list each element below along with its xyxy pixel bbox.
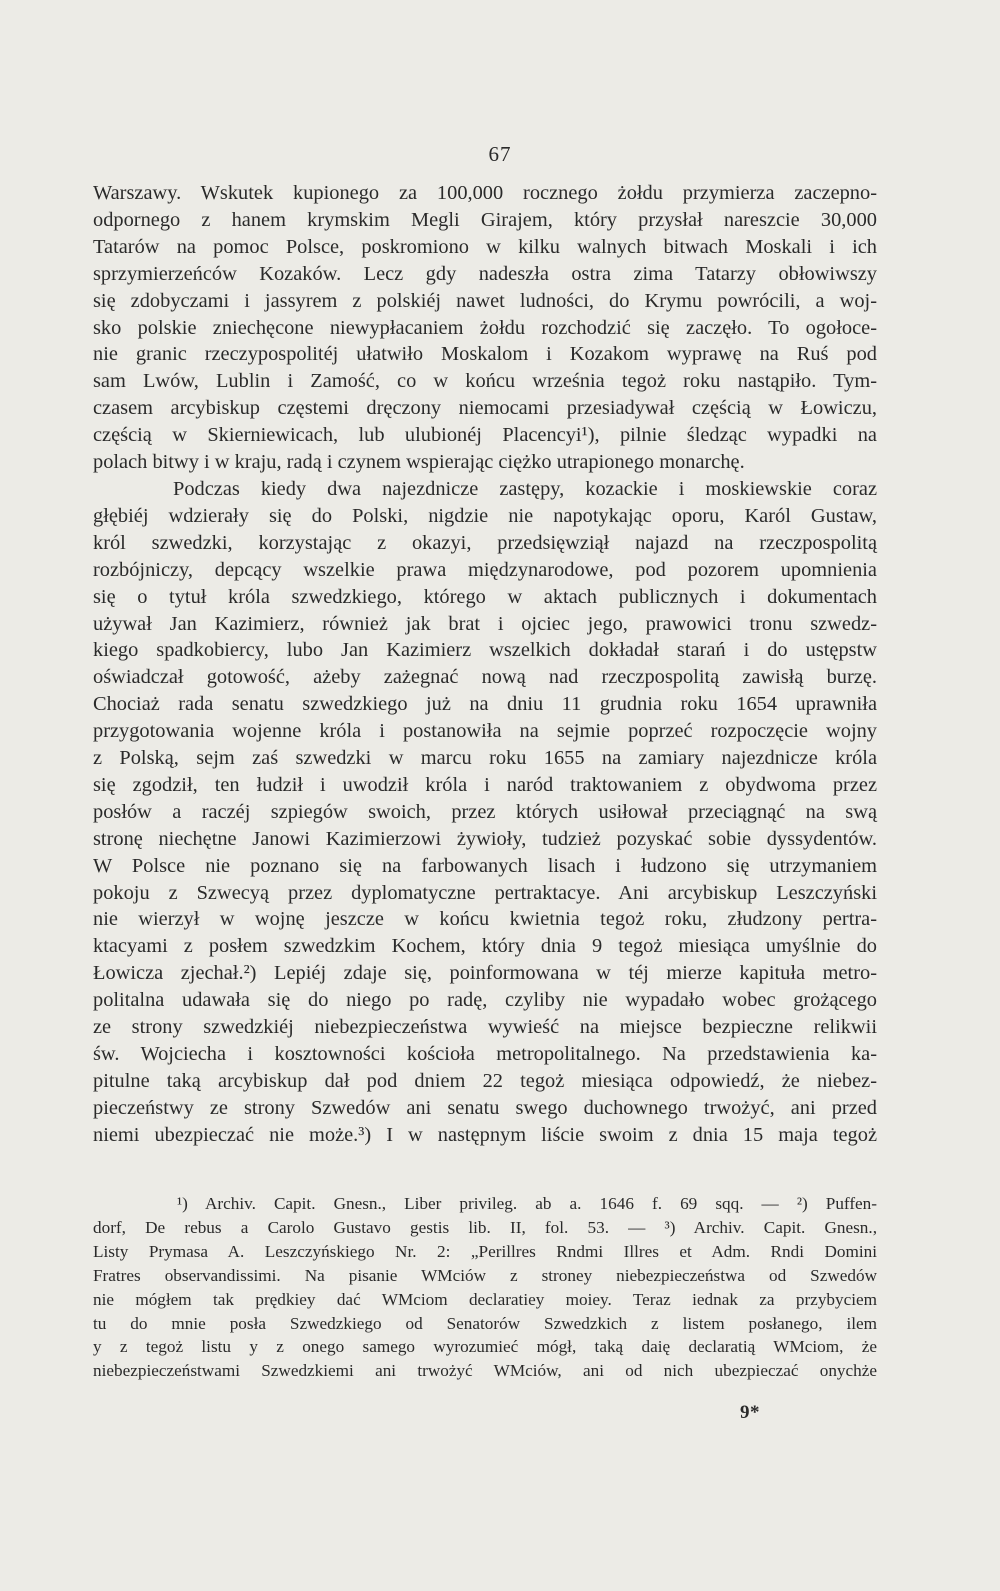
footnotes <box>93 1192 877 1383</box>
body-line: z Polską, sejm zaś szwedzki w marcu roku 1655 na zamiary najezdnicze króla <box>93 747 877 770</box>
body-line: polach bitwy i w kraju, radą i czynem wspierając ciężko utrapionego monarchę. <box>93 451 745 474</box>
footnote-line: Listy Prymasa A. Leszczyńskiego Nr. 2: „Perillres Rndmi Illres et Adm. Rndi Domini <box>93 1241 877 1261</box>
body-line: ktacyami z posłem szwedzkim Kochem, który dnia 9 tegoż miesiąca umyślnie do <box>93 935 877 958</box>
body-line: nie granic rzeczypospolitéj ułatwiło Moskalom i Kozakom wyprawę na Ruś pod <box>93 343 877 366</box>
body-line: W Polsce nie poznano się na farbowanych lisach i łudzono się utrzymaniem <box>93 854 877 877</box>
body-line: pokoju z Szwecyą przez dyplomatyczne pertraktacye. Ani arcybiskup Leszczyński <box>93 881 877 904</box>
body-line: ze strony szwedzkiéj niebezpieczeństwa wywieść na miejsce bezpieczne relikwii <box>93 1016 877 1039</box>
body-line: św. Wojciecha i kosztowności kościoła metropolitalnego. Na przedstawienia ka- <box>93 1043 877 1065</box>
body-line: Łowicza zjechał.²) Lepiéj zdaje się, poinformowana w téj mierze kapituła metro- <box>93 962 877 985</box>
body-line: sko polskie zniechęcone niewypłacaniem żołdu rozchodzić się zaczęło. To ogołoce- <box>93 316 877 339</box>
body-line: Tatarów na pomoc Polsce, poskromiono w kilku walnych bitwach Moskali i ich <box>93 235 877 258</box>
body-line: głębiéj wdzierały się do Polski, nigdzie nie napotykając oporu, Karól Gustaw, <box>93 504 877 527</box>
body-line: politalna udawała się do niego po radę, czyliby nie wypadało wobec grożącego <box>93 989 877 1012</box>
body-line: Chociaż rada senatu szwedzkiego już na dniu 11 grudnia roku 1654 uprawniła <box>93 693 877 716</box>
footnote-line: ¹) Archiv. Capit. Gnesn., Liber privileg. ab a. 1646 f. 69 sqq. — ²) Puffen- <box>177 1194 877 1213</box>
body-line: rozbójniczy, depcący wszelkie prawa międzynarodowe, pod pozorem upomnienia <box>93 558 877 581</box>
body-line: sprzymierzeńców Kozaków. Lecz gdy nadeszła ostra zima Tatarzy obłowiwszy <box>93 262 877 285</box>
body-line: niemi ubezpieczać nie może.³) I w następnym liście swoim z dnia 15 maja tegoż <box>93 1123 877 1146</box>
footnote-line: dorf, De rebus a Carolo Gustavo gestis lib. II, fol. 53. — ³) Archiv. Capit. Gnesn., <box>93 1217 877 1237</box>
body-line: Warszawy. Wskutek kupionego za 100,000 rocznego żołdu przymierza zaczepno- <box>93 182 877 204</box>
footnote-line: niebezpieczeństwami Szwedzkiemi ani trwożyć WMciów, ani od nich ubezpieczać onychże <box>93 1361 877 1381</box>
body-line: odpornego z hanem krymskim Megli Girajem, który przysłał nareszcie 30,000 <box>93 208 877 231</box>
body-line: posłów a raczéj szpiegów swoich, przez których usiłował przeciągnąć na swą <box>93 800 877 823</box>
body-line: się zgodził, ten łudził i uwodził króla i naród traktowaniem z obydwoma przez <box>93 773 877 796</box>
body-text <box>93 180 877 1149</box>
body-line: sam Lwów, Lublin i Zamość, co w końcu września tegoż roku nastąpiło. Tym- <box>93 370 877 393</box>
body-line: nie wierzył w wojnę jeszcze w końcu kwietnia tegoż roku, złudzony pertra- <box>93 908 877 931</box>
body-line: pieczeństwy ze strony Szwedów ani senatu swego duchownego trwożyć, ani przed <box>93 1096 877 1119</box>
body-line: kiego spadkobiercy, lubo Jan Kazimierz wszelkich dokładał starań i do ustępstw <box>93 639 877 662</box>
body-line: pitulne taką arcybiskup dał pod dniem 22 tegoż miesiąca odpowiedź, że niebez- <box>93 1069 877 1092</box>
body-line: stronę niechętne Janowi Kazimierzowi żywioły, tudzież pozyskać sobie dyssydentów. <box>93 827 877 850</box>
footnote-line: Fratres observandissimi. Na pisanie WMciów z stroney niebezpieczeństwa od Szwedów <box>93 1265 877 1285</box>
body-line: Podczas kiedy dwa najezdnicze zastępy, kozackie i moskiewskie coraz <box>173 477 877 500</box>
page-number: 67 <box>488 142 512 166</box>
body-line: oświadczał gotowość, ażeby zażegnać nową nad rzeczpospolitą zawisłą burzę. <box>93 666 877 689</box>
body-line: używał Jan Kazimierz, również jak brat i ojciec jego, prawowici tronu szwedz- <box>93 612 877 635</box>
body-line: czasem arcybiskup częstemi dręczony niemocami przesiadywał częścią w Łowiczu, <box>93 397 877 420</box>
body-line: przygotowania wojenne króla i postanowiła na sejmie poprzeć rozpoczęcie wojny <box>93 720 877 743</box>
body-line: się o tytuł króla szwedzkiego, którego w aktach publicznych i dokumentach <box>93 585 877 608</box>
body-line: król szwedzki, korzystając z okazyi, przedsięwziął najazd na rzeczpospolitą <box>93 531 877 554</box>
body-line: się zdobyczami i jassyrem z polskiéj nawet ludności, do Krymu powrócili, a woj- <box>93 289 877 312</box>
footnote-line: nie mógłem tak prędkiey dać WMciom declaratiey moiey. Teraz iednak za przybyciem <box>93 1289 877 1309</box>
signature-mark: 9* <box>740 1402 760 1423</box>
footnote-line: tu do mnie posła Szwedzkiego od Senatorów Szwedzkich z listem posłanego, ilem <box>93 1313 877 1333</box>
footnote-line: y z tegoż listu y z onego samego wyrozumieć mógł, taką daię declaratią WMciom, że <box>93 1337 877 1357</box>
body-line: częścią w Skierniewicach, lub ulubionéj Placencyi¹), pilnie śledząc wypadki na <box>93 424 877 447</box>
